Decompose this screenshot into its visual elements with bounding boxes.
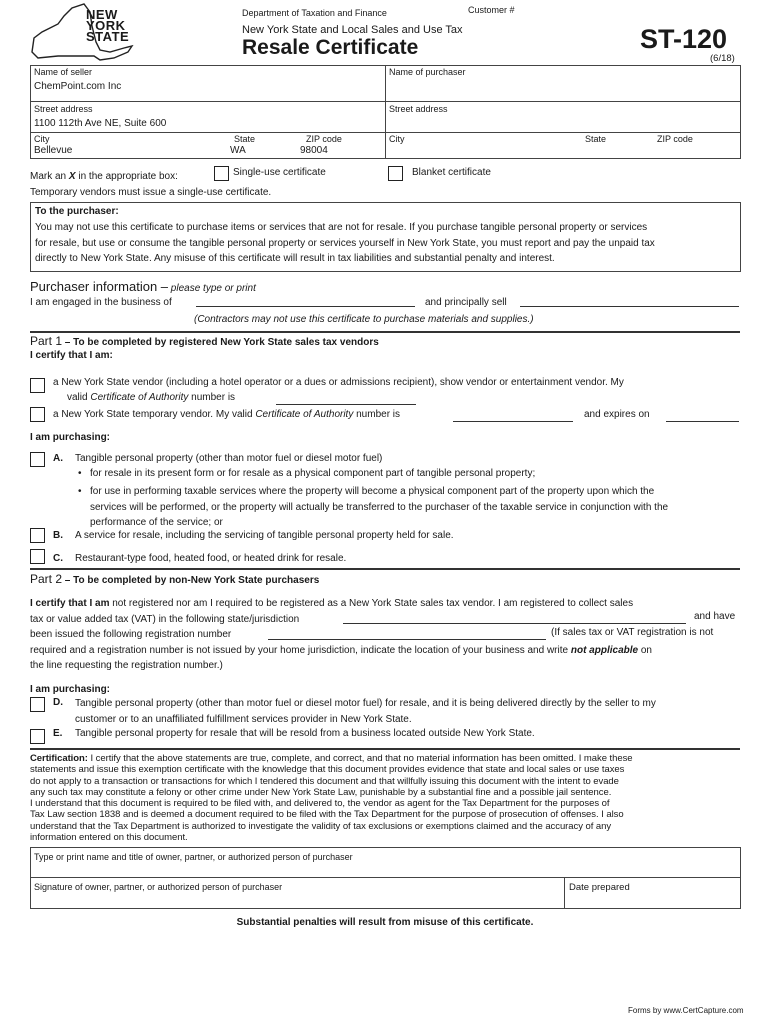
part1-heading-title: Part 1 <box>30 334 63 348</box>
purchaser-city-label: City <box>389 134 405 144</box>
certification-line-7: understand that the Tax Department is authorized to investigate the validity of tax exclusions or exemptions claimed and the accuracy of any <box>30 820 612 832</box>
box-row-line-2 <box>30 132 741 133</box>
to-purchaser-text <box>35 220 737 267</box>
vendor-authority-number-field[interactable] <box>276 394 416 405</box>
divider-part1 <box>30 331 740 333</box>
part1-heading <box>30 334 379 348</box>
principally-sell-field[interactable] <box>520 296 739 307</box>
part2-line-4-pre: required and a registration number is not issued by your home jurisdiction, indicate the location of your business and write <box>30 644 571 656</box>
option-a-letter: A. <box>53 453 63 464</box>
nys-logo-text <box>86 9 129 42</box>
form-subtitle: New York State and Local Sales and Use Tax <box>242 24 463 36</box>
purchaser-name-label: Name of purchaser <box>389 67 466 77</box>
option-b-checkbox[interactable] <box>30 528 45 543</box>
footer-credit: Forms by www.CertCapture.com <box>628 1006 744 1015</box>
purchaser-state-label: State <box>585 134 607 144</box>
option-d-line-2: customer or to an unaffiliated fulfillment services provider in New York State. <box>75 713 412 725</box>
certification-line-1 <box>30 753 742 764</box>
seller-city-label: City <box>34 134 50 144</box>
temporary-vendor-option-it: Certificate of Authority <box>255 409 354 420</box>
mark-instruction <box>30 171 178 182</box>
part2-line-5: the line requesting the registration number.) <box>30 660 223 671</box>
seller-name-label: Name of seller <box>34 67 93 77</box>
form-date: (6/18) <box>710 53 735 64</box>
certification-line-6: Tax Law section 1838 and is deemed a document required to be filed with the Tax Department for the purpose of prosecution of offenses. I also <box>30 809 624 821</box>
divider-certification <box>30 748 740 750</box>
option-a-checkbox[interactable] <box>30 452 45 467</box>
seller-name-field[interactable]: ChemPoint.com Inc <box>34 81 122 92</box>
date-prepared-field[interactable] <box>569 893 737 907</box>
signature-field[interactable] <box>34 893 559 907</box>
box-divider <box>385 65 386 159</box>
option-c-letter: C. <box>53 553 63 564</box>
temporary-vendor-option <box>53 409 400 420</box>
option-b-letter: B. <box>53 530 63 541</box>
purchaser-street-label: Street address <box>389 104 448 114</box>
temporary-vendor-option-post: number is <box>353 409 401 420</box>
expires-on-label: and expires on <box>584 409 650 420</box>
option-d-text <box>75 696 745 727</box>
name-title-field[interactable] <box>34 863 734 875</box>
blanket-checkbox[interactable] <box>388 166 403 181</box>
option-d-checkbox[interactable] <box>30 697 45 712</box>
option-c-text: Restaurant-type food, heated food, or heated drink for resale. <box>75 553 347 564</box>
penalty-warning: Substantial penalties will result from misuse of this certificate. <box>236 917 534 928</box>
seller-street-label: Street address <box>34 104 93 114</box>
to-purchaser-heading: To the purchaser: <box>35 206 119 217</box>
purchaser-zip-label: ZIP code <box>657 134 693 144</box>
form-number: ST-120 <box>640 24 728 54</box>
option-a-bullet-2 <box>90 484 740 531</box>
logo-line-york: YORK <box>86 18 126 33</box>
to-purchaser-line-1: You may not use this certificate to purchase items or services that are not for resale. If you purchase tangible personal property or services <box>35 222 648 233</box>
purchaser-city-state-zip-field[interactable] <box>389 145 734 157</box>
part2-line-1-bold: I certify that I am <box>30 598 110 609</box>
logo-line-new: NEW <box>86 7 118 22</box>
seller-state-label: State <box>234 134 256 144</box>
mark-instruction-x: X <box>68 171 76 182</box>
part1-certify: I certify that I am: <box>30 350 113 361</box>
mark-instruction-pre: Mark an <box>30 171 69 182</box>
part2-line-1 <box>30 596 742 612</box>
option-d-line-1: Tangible personal property (other than motor fuel or diesel motor fuel) for resale, and it is being delivered directly by the seller to my <box>75 698 656 709</box>
part2-line-3: been issued the following registration number <box>30 629 232 640</box>
vendor-option-line-2-post: number is <box>188 392 236 403</box>
logo-line-state: STATE <box>86 29 130 44</box>
customer-number-label: Customer # <box>468 5 515 15</box>
purchaser-info-heading-text: Purchaser information – <box>30 279 169 294</box>
temporary-vendor-note: Temporary vendors must issue a single-use certificate. <box>30 187 272 198</box>
purchaser-street-field[interactable] <box>389 116 734 130</box>
seller-zip-field[interactable]: 98004 <box>300 145 328 156</box>
mark-instruction-post: in the appropriate box: <box>75 171 178 182</box>
part2-line-4-it: not applicable <box>570 644 639 656</box>
single-use-label: Single-use certificate <box>233 167 326 178</box>
registration-note-label: (If sales tax or VAT registration is not <box>551 627 714 638</box>
part2-line-2: tax or value added tax (VAT) in the following state/jurisdiction <box>30 613 300 625</box>
jurisdiction-field[interactable] <box>343 613 686 624</box>
certification-line-3: do not apply to a transaction or transactions for which I tendered this document and that willfully issuing this document with the intent to evade <box>30 775 619 787</box>
purchaser-name-field[interactable] <box>389 80 734 98</box>
option-d-letter: D. <box>53 697 63 708</box>
temporary-authority-number-field[interactable] <box>453 411 573 422</box>
contractors-note: (Contractors may not use this certificate to purchase materials and supplies.) <box>194 314 534 325</box>
single-use-checkbox[interactable] <box>214 166 229 181</box>
certification-line-8: information entered on this document. <box>30 832 188 844</box>
part1-heading-desc: – To be completed by registered New York State sales tax vendors <box>62 337 379 348</box>
blanket-label: Blanket certificate <box>412 167 491 178</box>
certification-line-4: any such tax may constitute a felony or other crime under New York State Law, punishable by a substantial fine and a possible jail sentence. <box>30 786 612 798</box>
vendor-option-line-2-pre: valid <box>67 392 91 403</box>
vendor-option-line-2 <box>67 392 235 403</box>
business-of-field[interactable] <box>196 296 415 307</box>
option-a-bullet-2-line-3: performance of the service; or <box>90 517 223 528</box>
part2-line-4 <box>30 643 742 659</box>
option-a-bullet-2-line-2: services will be performed, or the property will actually be transferred to the purchaser of the taxable service in conjunction with the <box>90 501 669 513</box>
part2-heading <box>30 572 319 586</box>
part2-heading-desc: – To be completed by non-New York State purchasers <box>62 575 320 586</box>
seller-zip-label: ZIP code <box>306 134 342 144</box>
vendor-option-line-1: a New York State vendor (including a hotel operator or a dues or admissions recipient), show vendor or entertainment vendor. My <box>53 377 624 388</box>
signature-label: Signature of owner, partner, or authorized person of purchaser <box>34 882 283 892</box>
option-a-text: Tangible personal property (other than motor fuel or diesel motor fuel) <box>75 453 383 464</box>
form-title: Resale Certificate <box>242 36 419 59</box>
to-purchaser-line-3: directly to New York State. Any misuse of this certificate will result in tax liabilities and substantial penalty and interest. <box>35 253 555 264</box>
signature-row-line <box>30 877 741 878</box>
certification-text <box>30 753 742 843</box>
expires-on-field[interactable] <box>666 411 739 422</box>
option-a-bullet-1: • for resale in its present form or for resale as a physical component part of tangible personal property; <box>90 468 535 479</box>
date-prepared-label: Date prepared <box>569 882 630 893</box>
and-have-label: and have <box>694 611 736 622</box>
part2-line-4-post: on <box>638 644 652 656</box>
vendor-checkbox[interactable] <box>30 378 45 393</box>
divider-part2 <box>30 568 740 570</box>
option-e-checkbox[interactable] <box>30 729 45 744</box>
to-purchaser-line-2: for resale, but use or consume the tangible personal property or services yourself in New York State, you must report and pay the unpaid tax <box>35 237 655 249</box>
option-a-bullet-2-line-1: • for use in performing taxable services where the property will become a physical component part of the property upon which the <box>90 484 740 500</box>
part2-heading-title: Part 2 <box>30 572 63 586</box>
option-e-letter: E. <box>53 728 63 739</box>
option-b-text: A service for resale, including the servicing of tangible personal property held for sale. <box>75 530 454 541</box>
vendor-option-line-2-it: Certificate of Authority <box>90 392 189 403</box>
seller-street-field[interactable]: 1100 112th Ave NE, Suite 600 <box>34 118 167 129</box>
engaged-in-business-label: I am engaged in the business of <box>30 297 172 308</box>
option-e-text: Tangible personal property for resale that will be resold from a business located outside New York State. <box>75 728 535 739</box>
seller-city-field[interactable]: Bellevue <box>34 145 73 156</box>
part2-purchasing: I am purchasing: <box>30 684 111 695</box>
principally-sell-label: and principally sell <box>425 297 507 308</box>
certification-line-5: I understand that this document is required to be filed with, and delivered to, the vendor as agent for the Tax Department for the purposes of <box>30 798 610 810</box>
registration-number-field[interactable] <box>268 629 546 640</box>
certification-heading: Certification: <box>30 753 88 764</box>
seller-state-field[interactable]: WA <box>230 145 246 156</box>
signature-divider <box>564 877 565 909</box>
purchaser-info-heading <box>30 279 256 294</box>
purchaser-info-heading-note: please type or print <box>168 283 256 294</box>
part2-line-1-text: not registered nor am I required to be registered as a New York State sales tax vendor. I am registered to collect sales <box>109 598 634 609</box>
part1-purchasing: I am purchasing: <box>30 432 111 443</box>
temporary-vendor-option-pre: a New York State temporary vendor. My valid <box>53 409 256 420</box>
certification-line-2: statements and issue this exemption certificate with the knowledge that this document provides evidence that state and local sales or use taxes <box>30 764 625 776</box>
option-c-checkbox[interactable] <box>30 549 45 564</box>
box-row-line-1 <box>30 101 741 102</box>
department-name: Department of Taxation and Finance <box>242 8 387 18</box>
certification-line-1-text: I certify that the above statements are true, complete, and correct, and that no material information has been omitted. I make these <box>87 753 633 764</box>
name-title-label: Type or print name and title of owner, partner, or authorized person of purchaser <box>34 852 353 862</box>
temporary-vendor-checkbox[interactable] <box>30 407 45 422</box>
